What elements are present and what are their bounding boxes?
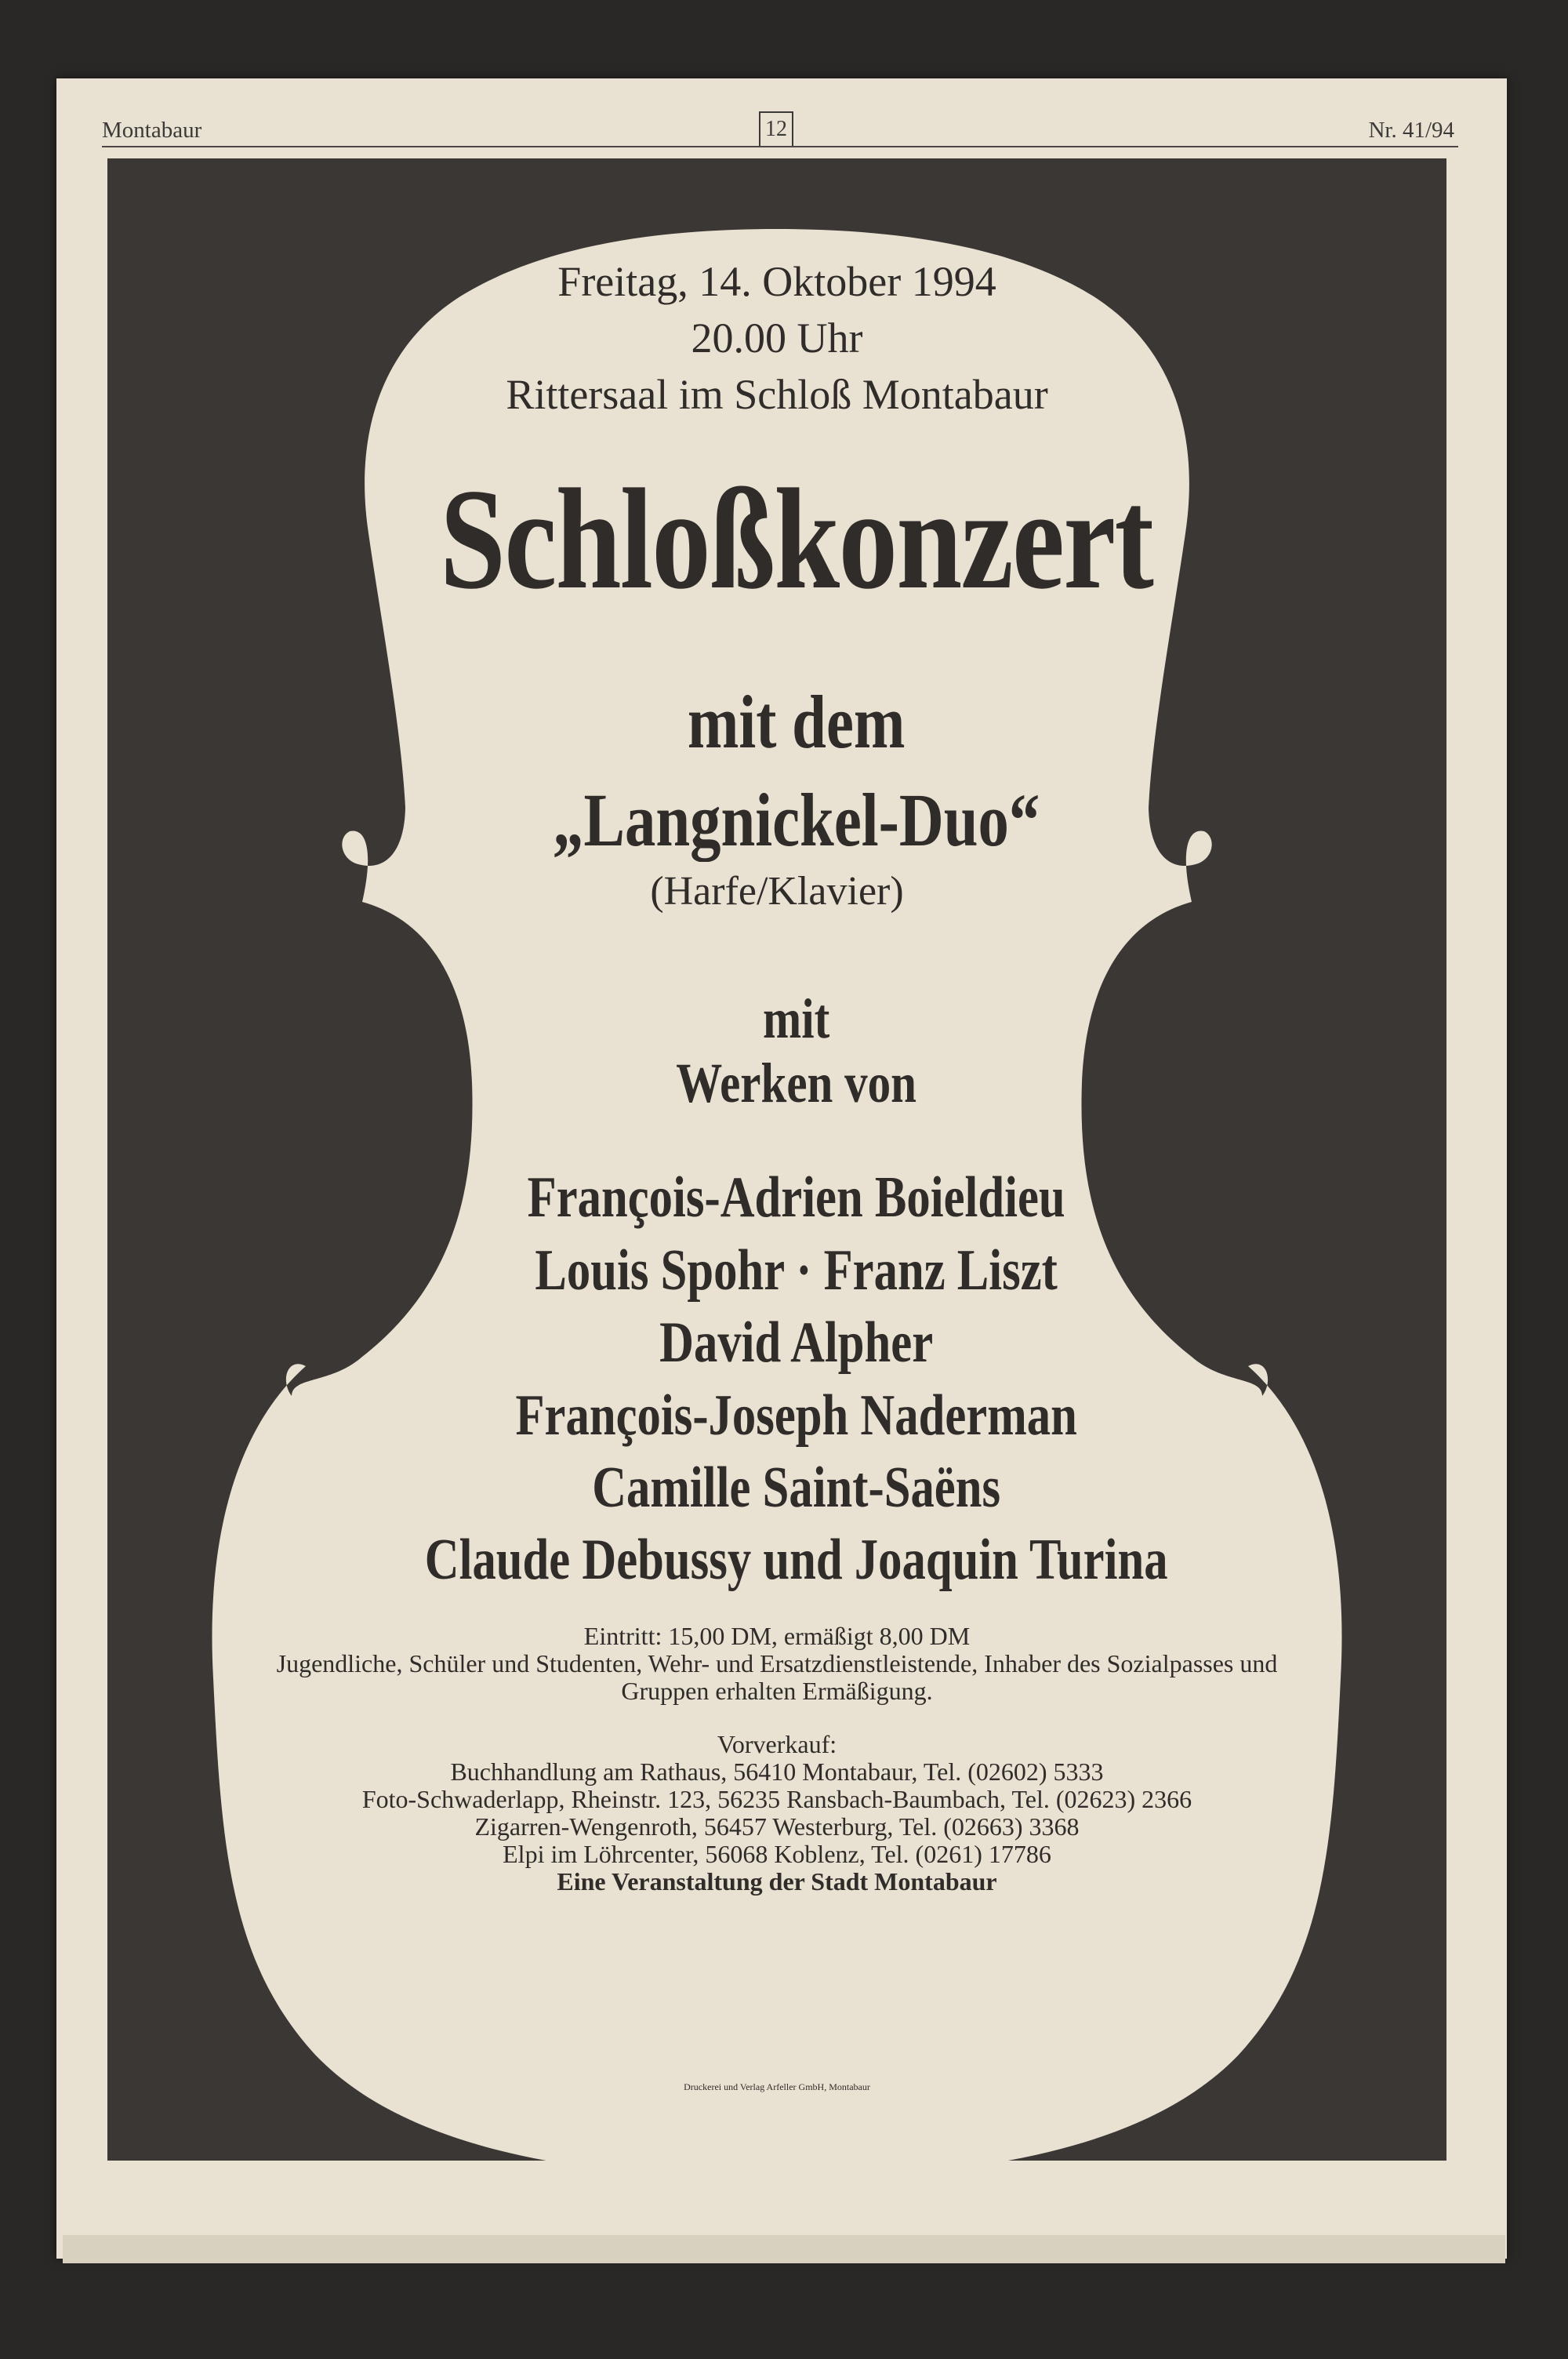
works-intro-with: mit xyxy=(763,987,830,1050)
header-town: Montabaur xyxy=(102,118,202,143)
presale-outlet: Zigarren-Wengenroth, 56457 Westerburg, Tel. (02663) 3368 xyxy=(474,1812,1080,1841)
composer-line: Claude Debussy und Joaquin Turina xyxy=(424,1528,1168,1592)
discount-info: Jugendliche, Schüler und Studenten, Wehr- und Ersatzdienstleistende, Inhaber des Sozialpasses und xyxy=(276,1649,1278,1677)
works-intro-works: Werken von xyxy=(676,1052,917,1114)
ticket-price: Eintritt: 15,00 DM, ermäßigt 8,00 DM xyxy=(583,1622,971,1650)
performer-name: „Langnickel-Duo“ xyxy=(553,778,1040,862)
composer-line: Camille Saint-Saëns xyxy=(592,1456,1001,1520)
event-time: 20.00 Uhr xyxy=(691,314,863,362)
presale-outlet: Buchhandlung am Rathaus, 56410 Montabaur, Tel. (02602) 5333 xyxy=(450,1757,1104,1786)
composer-line: David Alpher xyxy=(659,1310,934,1375)
presale-outlet: Foto-Schwaderlapp, Rheinstr. 123, 56235 Ransbach-Baumbach, Tel. (02623) 2366 xyxy=(361,1785,1192,1813)
instruments: (Harfe/Klavier) xyxy=(650,869,904,914)
discount-info: Gruppen erhalten Ermäßigung. xyxy=(621,1677,933,1705)
composer-line: Louis Spohr · Franz Liszt xyxy=(535,1238,1058,1303)
concert-title: Schloßkonzert xyxy=(440,459,1153,619)
header-issue: Nr. 41/94 xyxy=(1368,118,1454,143)
organizer: Eine Veranstaltung der Stadt Montabaur xyxy=(557,1867,997,1896)
with-the-text: mit dem xyxy=(687,680,906,764)
header-page-number: 12 xyxy=(759,111,793,147)
presale-label: Vorverkauf: xyxy=(717,1730,837,1758)
composer-line: François-Joseph Naderman xyxy=(515,1383,1077,1448)
presale-outlet: Elpi im Löhrcenter, 56068 Koblenz, Tel. (0261) 17786 xyxy=(503,1840,1051,1868)
composer-line: François-Adrien Boieldieu xyxy=(527,1165,1065,1230)
event-venue: Rittersaal im Schloß Montabaur xyxy=(506,371,1048,418)
event-date: Freitag, 14. Oktober 1994 xyxy=(557,258,996,305)
printer-credit: Druckerei und Verlag Arfeller GmbH, Montabaur xyxy=(684,2081,870,2092)
